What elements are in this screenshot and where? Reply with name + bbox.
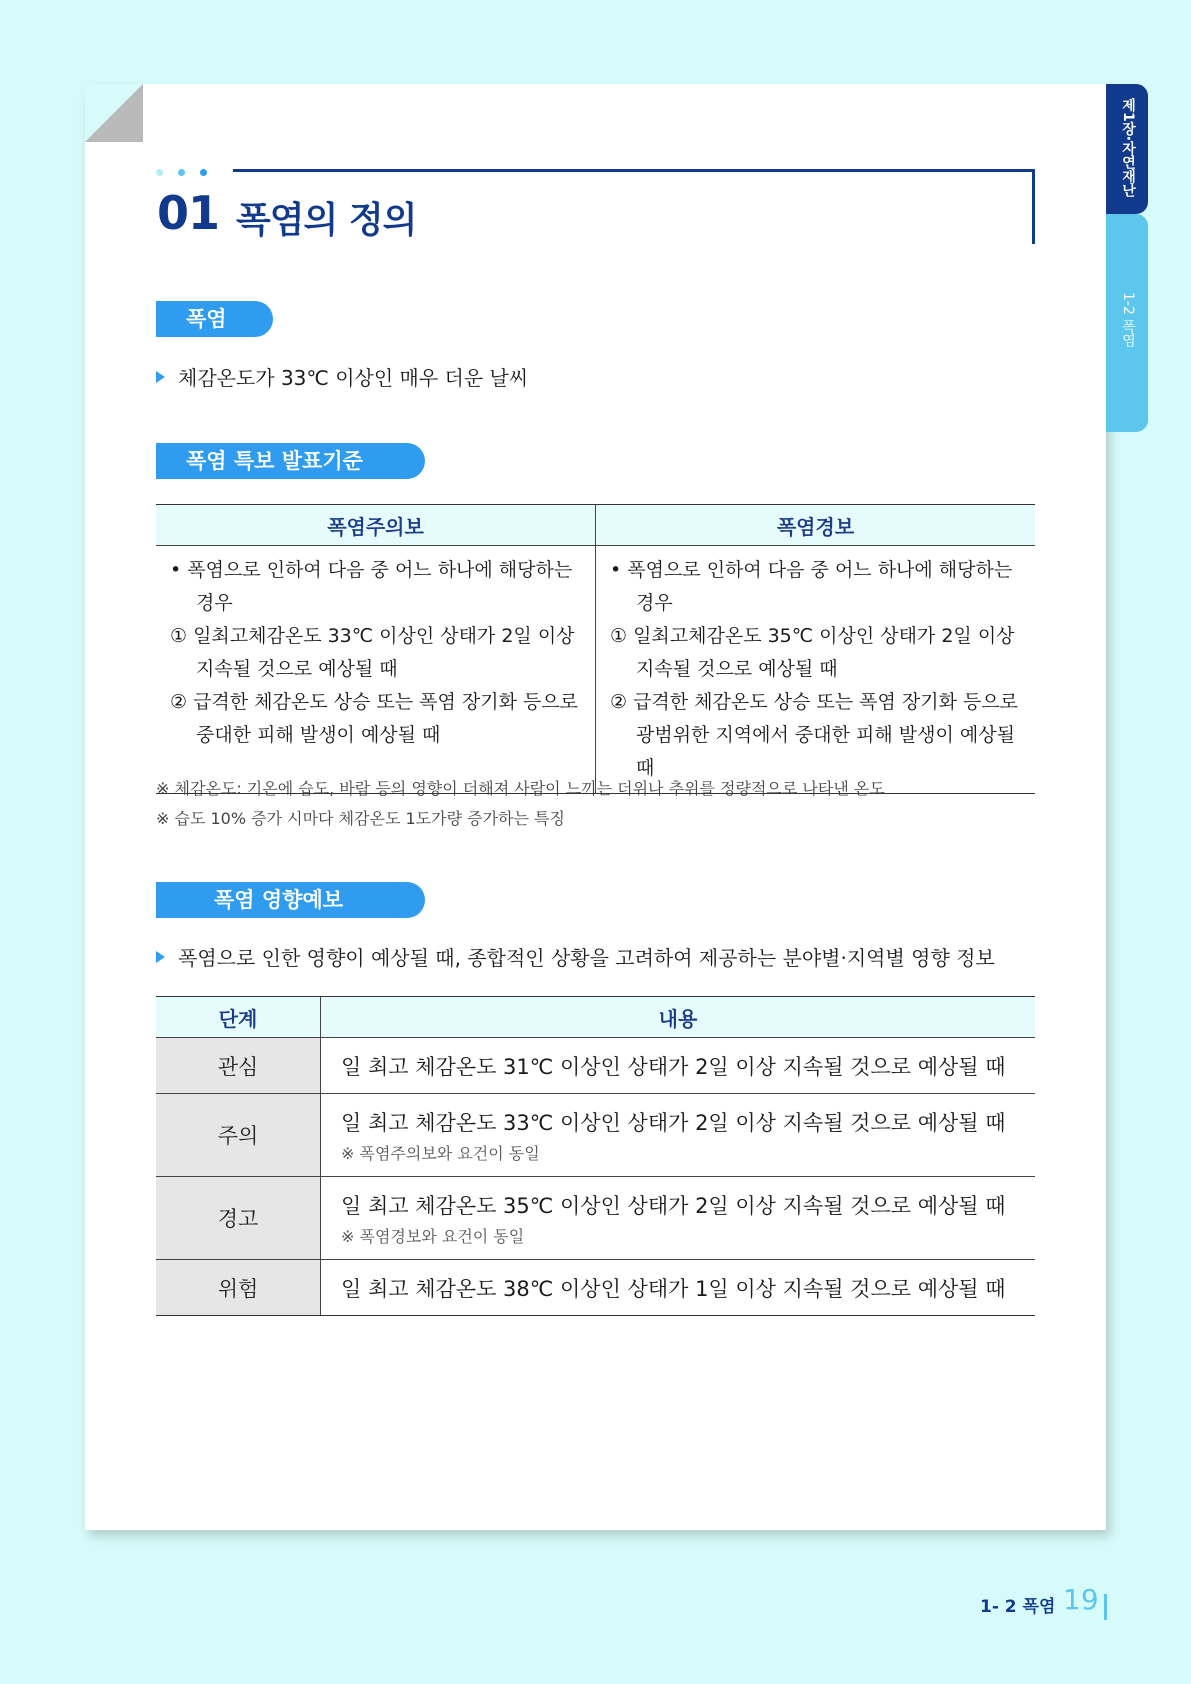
- section-tab[interactable]: [1106, 214, 1148, 432]
- content-text: 일 최고 체감온도 33℃ 이상인 상태가 2일 이상 지속될 것으로 예상될 때: [341, 1110, 1006, 1135]
- stage-cell: 관심: [156, 1038, 321, 1094]
- impact-forecast-table: [156, 996, 1035, 1316]
- stage-cell: 경고: [156, 1177, 321, 1260]
- page-title: 폭염의 정의: [236, 200, 417, 241]
- title-rule-corner: [1032, 169, 1035, 244]
- triangle-bullet-icon: [156, 951, 165, 963]
- warning-cell: [596, 546, 1036, 794]
- advisory-lead: • 폭염으로 인하여 다음 중 어느 하나에 해당하는 경우: [170, 559, 573, 614]
- warning-item-1: ① 일최고체감온도 35℃ 이상인 상태가 2일 이상 지속될 것으로 예상될 때: [610, 625, 1015, 680]
- content-text: 일 최고 체감온도 38℃ 이상인 상태가 1일 이상 지속될 것으로 예상될 때: [341, 1276, 1006, 1301]
- footnote: ※ 체감온도: 기온에 습도, 바람 등의 영향이 더해져 사람이 느끼는 더위나 추위를 정량적으로 나타낸 온도: [156, 779, 885, 798]
- content-note: ※ 폭염주의보와 요건이 동일: [341, 1143, 540, 1163]
- title-rule: [233, 169, 1035, 172]
- content-text: 일 최고 체감온도 35℃ 이상인 상태가 2일 이상 지속될 것으로 예상될 때: [341, 1193, 1006, 1218]
- stage-cell: 주의: [156, 1094, 321, 1177]
- footer-bar: [1104, 1594, 1107, 1620]
- impact-bullet: [156, 942, 995, 971]
- column-header: 내용: [321, 997, 1036, 1038]
- footer-section: 1- 2 폭염: [980, 1597, 1056, 1617]
- dot-decoration: [200, 169, 207, 176]
- table-row: [156, 1260, 1035, 1316]
- footnote: ※ 습도 10% 증가 시마다 체감온도 1도가량 증가하는 특징: [156, 809, 565, 828]
- table-row: [156, 1038, 1035, 1094]
- advisory-item-2: ② 급격한 체감온도 상승 또는 폭염 장기화 등으로 중대한 피해 발생이 예상될 때: [170, 691, 579, 746]
- content-text: 일 최고 체감온도 31℃ 이상인 상태가 2일 이상 지속될 것으로 예상될 때: [341, 1054, 1006, 1079]
- chapter-tab[interactable]: [1106, 84, 1148, 214]
- advisory-item-1: ① 일최고체감온도 33℃ 이상인 상태가 2일 이상 지속될 것으로 예상될 때: [170, 625, 575, 680]
- table-row: [156, 1177, 1035, 1260]
- content-cell: [321, 1094, 1036, 1177]
- dot-decoration: [156, 169, 163, 176]
- definition-bullet: [156, 362, 528, 391]
- column-header: 단계: [156, 997, 321, 1038]
- content-cell: [321, 1177, 1036, 1260]
- definition-text: 체감온도가 33℃ 이상인 매우 더운 날씨: [178, 366, 529, 390]
- impact-text: 폭염으로 인한 영향이 예상될 때, 종합적인 상황을 고려하여 제공하는 분야별·지역별 영향 정보: [178, 946, 995, 970]
- chapter-tab-label: 제1장·자연재난: [1120, 98, 1136, 198]
- warning-item-2: ② 급격한 체감온도 상승 또는 폭염 장기화 등으로 광범위한 지역에서 중대한 피해 발생이 예상될 때: [610, 691, 1019, 779]
- content-note: ※ 폭염경보와 요건이 동일: [341, 1226, 525, 1246]
- warning-lead: • 폭염으로 인하여 다음 중 어느 하나에 해당하는 경우: [610, 559, 1013, 614]
- section-tab-label: 1-2 폭염: [1120, 292, 1136, 348]
- column-header: 폭염주의보: [156, 505, 596, 546]
- page-fold-cut: [85, 84, 143, 142]
- section-number: 01: [157, 186, 220, 240]
- content-cell: [321, 1260, 1036, 1316]
- column-header: 폭염경보: [596, 505, 1036, 546]
- triangle-bullet-icon: [156, 371, 165, 383]
- content-cell: [321, 1038, 1036, 1094]
- page-number: 19: [1063, 1583, 1099, 1616]
- dot-decoration: [178, 169, 185, 176]
- impact-forecast-label: 폭염 영향예보: [156, 882, 425, 918]
- warning-criteria-table: [156, 504, 1035, 794]
- warning-criteria-label: 폭염 특보 발표기준: [156, 443, 425, 479]
- definition-label: 폭염: [156, 301, 273, 337]
- advisory-cell: [156, 546, 596, 794]
- table-row: [156, 1094, 1035, 1177]
- stage-cell: 위험: [156, 1260, 321, 1316]
